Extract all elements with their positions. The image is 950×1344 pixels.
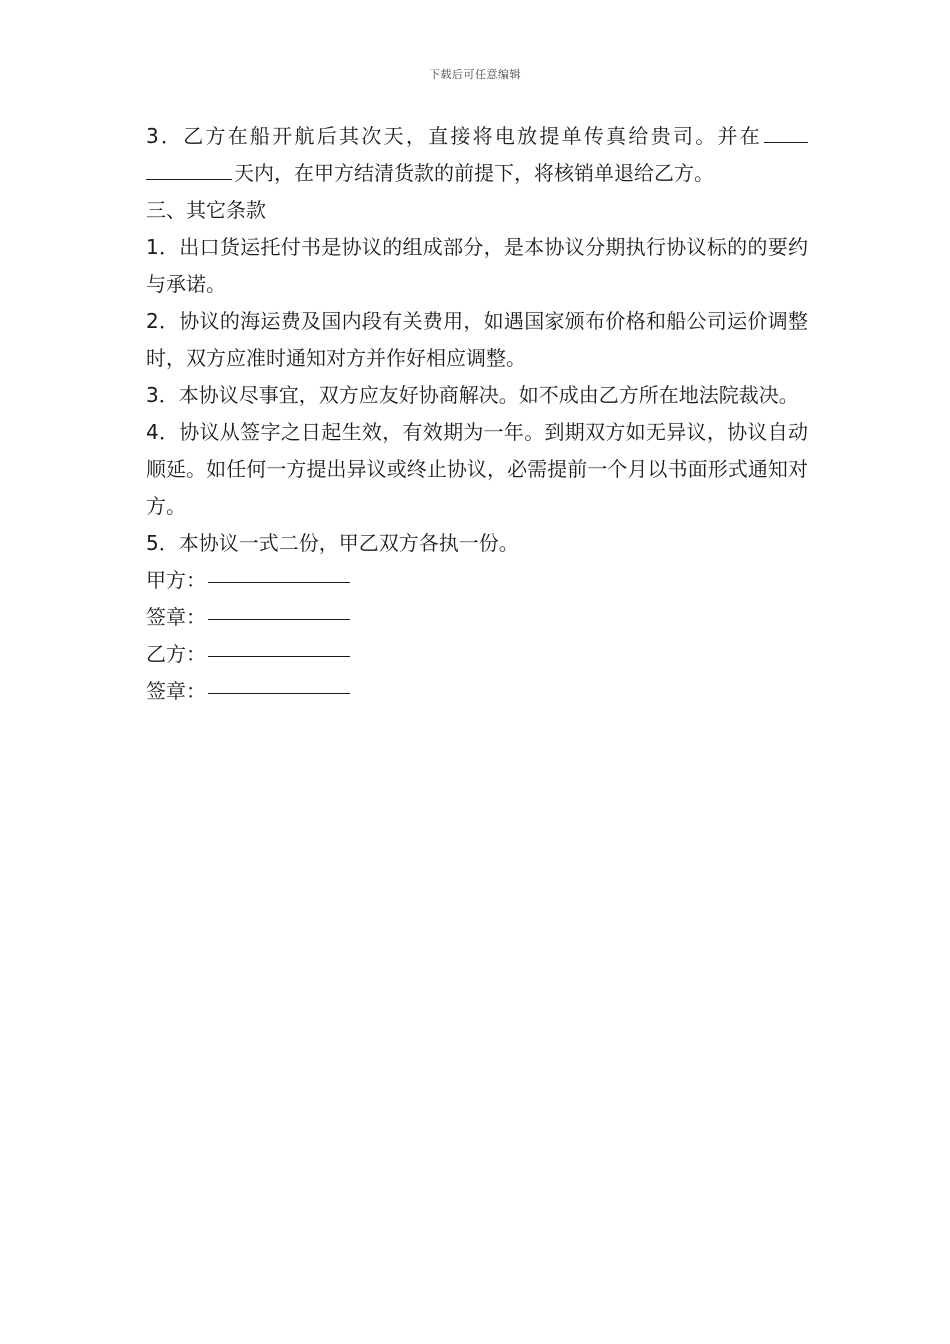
clause-3-text-a: 3．乙方在船开航后其次天，直接将电放提单传真给贵司。并在 (146, 124, 762, 148)
header-note: 下载后可任意编辑 (429, 68, 521, 81)
other-clause-4: 4．协议从签字之日起生效，有效期为一年。到期双方如无异议，协议自动顺延。如任何一方提出异议或终止协议，必需提前一个月以书面形式通知对方。 (146, 420, 808, 518)
clause-3-text-b: 天内，在甲方结清货款的前提下，将核销单退给乙方。 (234, 161, 714, 185)
document-body (146, 118, 808, 710)
signature-label: 甲方： (146, 568, 206, 592)
signature-block (146, 562, 808, 710)
signature-label: 签章： (146, 679, 206, 703)
blank-days-field-b (146, 179, 232, 180)
signature-label: 签章： (146, 605, 206, 629)
section-title-other-terms: 三、其它条款 (146, 198, 266, 222)
signature-line-party-b (146, 636, 808, 673)
signature-blank (208, 656, 350, 657)
signature-line-party-b-seal (146, 673, 808, 710)
other-clause-1: 1．出口货运托付书是协议的组成部分，是本协议分期执行协议标的的要约与承诺。 (146, 235, 808, 296)
other-clause-5: 5．本协议一式二份，甲乙双方各执一份。 (146, 531, 519, 555)
signature-label: 乙方： (146, 642, 206, 666)
other-clause-3: 3．本协议尽事宜，双方应友好协商解决。如不成由乙方所在地法院裁决。 (146, 383, 799, 407)
blank-days-field-a (764, 142, 808, 143)
signature-blank (208, 619, 350, 620)
signature-line-party-a-seal (146, 599, 808, 636)
signature-blank (208, 582, 350, 583)
signature-blank (208, 693, 350, 694)
signature-line-party-a (146, 562, 808, 599)
other-clause-2: 2．协议的海运费及国内段有关费用，如遇国家颁布价格和船公司运价调整时，双方应准时通知对方并作好相应调整。 (146, 309, 808, 370)
clause-3-delivery (146, 118, 808, 192)
